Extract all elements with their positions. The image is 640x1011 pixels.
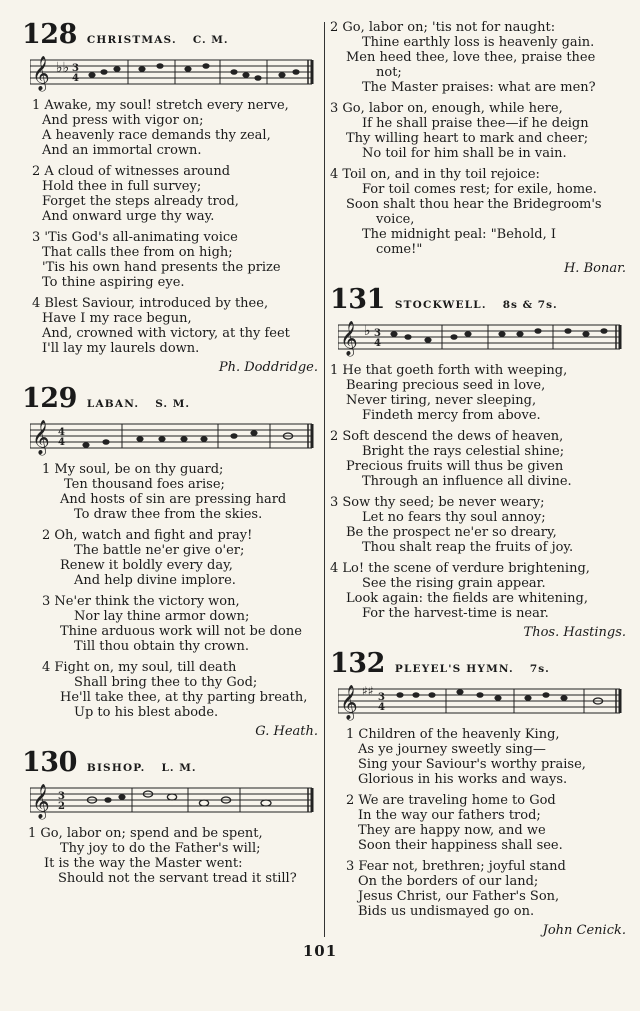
verse-line: 3 Fear not, brethren; joyful stand — [346, 859, 566, 874]
hymn-number: 130 — [22, 747, 77, 778]
verse-line: Thy joy to do the Father's will; — [60, 841, 261, 856]
verse-line: not; — [376, 65, 402, 80]
verse-line: 'Tis his own hand presents the prize — [42, 260, 281, 275]
verse-line: Soon their happiness shall see. — [358, 838, 563, 853]
tune-name: STOCKWELL. — [394, 299, 487, 311]
verse-line: Should not the servant tread it still? — [58, 871, 297, 886]
verse-line: 2 A cloud of witnesses around — [32, 164, 231, 179]
page-number: 101 — [302, 942, 338, 960]
verse-line: 3 'Tis God's all-animating voice — [32, 230, 238, 245]
hymn-heading — [330, 649, 628, 679]
verse — [22, 826, 320, 886]
svg-text:4: 4 — [374, 338, 381, 349]
author: John Cenick. — [542, 923, 626, 938]
verse-line: Nor lay thine armor down; — [74, 609, 250, 624]
verse — [330, 859, 628, 919]
verse-line: Glorious in his works and ways. — [358, 772, 568, 787]
svg-text:𝄞: 𝄞 — [340, 321, 358, 356]
verse-line: In the way our fathers trod; — [358, 808, 541, 823]
verse-line: He'll take thee, at thy parting breath, — [60, 690, 308, 705]
verse-line: 1 He that goeth forth with weeping, — [330, 363, 568, 378]
verse-line: For toil comes rest; for exile, home. — [362, 182, 597, 197]
verse-line: As ye journey sweetly sing— — [358, 742, 546, 757]
author: Thos. Hastings. — [523, 625, 626, 640]
tune-name: PLEYEL'S HYMN. — [394, 663, 514, 675]
svg-text:4: 4 — [378, 702, 385, 713]
verse — [330, 101, 628, 161]
hymn-131 — [330, 285, 628, 641]
right-column — [330, 20, 628, 947]
verse-line: Findeth mercy from above. — [362, 408, 541, 423]
hymn-number: 131 — [330, 284, 385, 315]
verse-line: 3 Ne'er think the victory won, — [42, 594, 240, 609]
verse-line: Thine earthly loss is heavenly gain. — [362, 35, 595, 50]
verse-line: 1 My soul, be on thy guard; — [42, 462, 224, 477]
verse — [330, 793, 628, 853]
verse — [22, 164, 320, 224]
verse-line: The midnight peal: "Behold, I — [362, 227, 556, 242]
hymn-132 — [330, 649, 628, 939]
column-divider — [324, 22, 325, 937]
hymn-heading — [330, 285, 628, 315]
verse-line: For the harvest-time is near. — [362, 606, 549, 621]
verse — [22, 98, 320, 158]
verse-line: 2 Oh, watch and fight and pray! — [42, 528, 253, 543]
verse-line: Ten thousand foes arise; — [64, 477, 225, 492]
verse-line: Shall bring thee to thy God; — [74, 675, 258, 690]
verse — [330, 429, 628, 489]
verse-line: It is the way the Master went: — [44, 856, 243, 871]
verse-line: Hold thee in full survey; — [42, 179, 202, 194]
verse-line: Thine arduous work will not be done — [60, 624, 302, 639]
verse-line: To draw thee from the skies. — [74, 507, 263, 522]
hymn-heading — [22, 384, 320, 414]
hymn-number: 132 — [330, 648, 385, 679]
verse-line: See the rising grain appear. — [362, 576, 546, 591]
verse-line: Sing your Saviour's worthy praise, — [358, 757, 586, 772]
verse-line: And hosts of sin are pressing hard — [60, 492, 287, 507]
verse — [330, 561, 628, 621]
verse-line: Thou shalt reap the fruits of joy. — [362, 540, 574, 555]
verse-line: Bids us undismayed go on. — [358, 904, 535, 919]
music-staff — [30, 52, 315, 92]
verse-line: 3 Sow thy seed; be never weary; — [330, 495, 545, 510]
verse — [22, 594, 320, 654]
verse-line: No toil for him shall be in vain. — [362, 146, 567, 161]
music-staff — [338, 317, 623, 357]
hymn-number: 129 — [22, 383, 77, 414]
verse-line: Be the prospect ne'er so dreary, — [346, 525, 557, 540]
music-staff — [30, 416, 315, 456]
verse-line: 4 Toil on, and in thy toil rejoice: — [330, 167, 540, 182]
verse-line: And help divine implore. — [74, 573, 236, 588]
author: H. Bonar. — [563, 261, 626, 276]
meter: S. M. — [155, 398, 191, 410]
meter: 8s & 7s. — [502, 299, 558, 311]
hymn-128 — [22, 20, 320, 376]
svg-text:4: 4 — [58, 437, 65, 448]
verse-line: A heavenly race demands thy zeal, — [42, 128, 271, 143]
svg-text:4: 4 — [72, 73, 79, 84]
verse — [330, 727, 628, 787]
verse-line: And an immortal crown. — [42, 143, 202, 158]
verse-line: 1 Children of the heavenly King, — [346, 727, 560, 742]
svg-text:3: 3 — [72, 63, 79, 74]
svg-text:♭♭: ♭♭ — [56, 60, 70, 76]
svg-text:♯♯: ♯♯ — [362, 684, 374, 698]
verse-line: 3 Go, labor on, enough, while here, — [330, 101, 563, 116]
verse — [330, 495, 628, 555]
verse-line: 4 Fight on, my soul, till death — [42, 660, 237, 675]
verse-line: 4 Lo! the scene of verdure brightening, — [330, 561, 590, 576]
verse-line: On the borders of our land; — [358, 874, 539, 889]
meter: 7s. — [529, 663, 550, 675]
verse-line: The Master praises: what are men? — [362, 80, 596, 95]
verse-line: Soon shalt thou hear the Bridegroom's — [346, 197, 602, 212]
verse — [22, 296, 320, 356]
svg-text:♭: ♭ — [364, 323, 371, 339]
verse-line: come!" — [376, 242, 423, 257]
hymn-130-continued — [330, 20, 628, 277]
verse-line: voice, — [376, 212, 415, 227]
verse — [330, 167, 628, 257]
verse-line: Through an influence all divine. — [362, 474, 572, 489]
svg-text:𝄞: 𝄞 — [32, 420, 50, 455]
tune-name: BISHOP. — [86, 762, 146, 774]
verse-line: Bearing precious seed in love, — [346, 378, 546, 393]
tune-name: LABAN. — [86, 398, 140, 410]
svg-text:𝄞: 𝄞 — [340, 685, 358, 720]
verse-line: 2 Go, labor on; 'tis not for naught: — [330, 20, 556, 35]
verse-line: Look again: the fields are whitening, — [346, 591, 588, 606]
svg-text:𝄞: 𝄞 — [32, 784, 50, 819]
svg-text:4: 4 — [58, 427, 65, 438]
author: Ph. Doddridge. — [218, 360, 318, 375]
verse-line: 2 We are traveling home to God — [346, 793, 556, 808]
verse-line: Bright the rays celestial shine; — [362, 444, 565, 459]
verse-line: Up to his blest abode. — [74, 705, 219, 720]
svg-text:3: 3 — [378, 692, 385, 703]
verse-line: Let no fears thy soul annoy; — [362, 510, 546, 525]
hymn-heading — [22, 748, 320, 778]
hymn-130 — [22, 748, 320, 886]
verse-line: And, crowned with victory, at thy feet — [42, 326, 290, 341]
verse-line: 1 Go, labor on; spend and be spent, — [28, 826, 263, 841]
verse-line: To thine aspiring eye. — [42, 275, 185, 290]
verse-line: And press with vigor on; — [42, 113, 204, 128]
verse-line: 2 Soft descend the dews of heaven, — [330, 429, 564, 444]
verse — [330, 20, 628, 95]
meter: C. M. — [192, 34, 229, 46]
verse-line: They are happy now, and we — [358, 823, 546, 838]
verse-line: And onward urge thy way. — [42, 209, 215, 224]
verse-line: Renew it boldly every day, — [60, 558, 233, 573]
verse-line: I'll lay my laurels down. — [42, 341, 200, 356]
tune-name: CHRISTMAS. — [86, 34, 177, 46]
svg-text:𝄞: 𝄞 — [32, 56, 50, 91]
verse-line: Jesus Christ, our Father's Son, — [358, 889, 560, 904]
verse-line: 1 Awake, my soul! stretch every nerve, — [32, 98, 289, 113]
verse-line: Forget the steps already trod, — [42, 194, 239, 209]
hymn-heading — [22, 20, 320, 50]
verse-line: If he shall praise thee—if he deign — [362, 116, 589, 131]
svg-text:3: 3 — [374, 328, 381, 339]
author: G. Heath. — [255, 724, 318, 739]
verse-line: The battle ne'er give o'er; — [74, 543, 245, 558]
hymn-129 — [22, 384, 320, 740]
verse-line: Precious fruits will thus be given — [346, 459, 564, 474]
meter: L. M. — [161, 762, 197, 774]
music-staff — [30, 780, 315, 820]
verse — [22, 528, 320, 588]
svg-text:3: 3 — [58, 791, 65, 802]
verse — [22, 462, 320, 522]
left-column — [22, 20, 320, 892]
verse — [330, 363, 628, 423]
verse — [22, 660, 320, 720]
verse-line: Men heed thee, love thee, praise thee — [346, 50, 596, 65]
verse-line: 4 Blest Saviour, introduced by thee, — [32, 296, 269, 311]
verse-line: That calls thee from on high; — [42, 245, 233, 260]
verse-line: Thy willing heart to mark and cheer; — [346, 131, 589, 146]
hymn-number: 128 — [22, 19, 77, 50]
verse-line: Till thou obtain thy crown. — [74, 639, 250, 654]
verse — [22, 230, 320, 290]
verse-line: Have I my race begun, — [42, 311, 192, 326]
verse-line: Never tiring, never sleeping, — [346, 393, 537, 408]
svg-text:2: 2 — [58, 801, 65, 812]
music-staff — [338, 681, 623, 721]
